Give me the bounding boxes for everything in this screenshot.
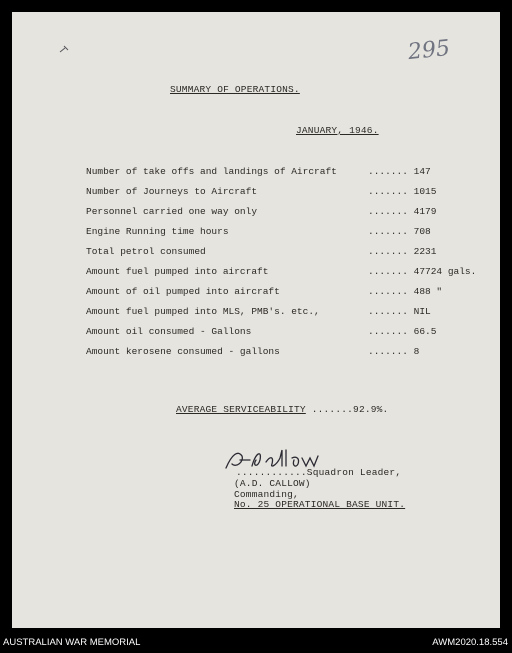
row-value: 2231 [413,246,437,257]
document-title: SUMMARY OF OPERATIONS. [170,84,300,95]
row-label: Amount oil consumed - Gallons [86,326,252,337]
document-date: JANUARY, 1946. [296,125,379,136]
row-label: Amount fuel pumped into aircraft [86,266,269,277]
row-leader: ....... [368,186,408,197]
row-value: NIL [413,306,431,317]
row-label: Amount of oil pumped into aircraft [86,286,280,297]
row-value-line [368,206,436,217]
serviceability-leader: ....... [311,404,354,415]
row-label: Engine Running time hours [86,226,229,237]
row-value: 488 " [413,286,443,297]
row-value: 66.5 [413,326,437,337]
row-leader: ....... [368,266,408,277]
row-value-line [368,246,436,257]
pencil-mark-icon [58,44,72,54]
signatory-role: Commanding, [234,489,299,500]
row-value-line [368,286,442,297]
row-value: 8 [413,346,420,357]
serviceability-label: AVERAGE SERVICEABILITY [176,404,306,415]
row-value-line [368,186,436,197]
row-value: 708 [413,226,431,237]
row-leader: ....... [368,166,408,177]
row-value: 1015 [413,186,437,197]
row-value-line [368,226,431,237]
row-value-line [368,326,436,337]
row-label: Amount kerosene consumed - gallons [86,346,280,357]
row-label: Number of take offs and landings of Aircraft [86,166,337,177]
signatory-name: (A.D. CALLOW) [234,478,311,489]
row-label: Personnel carried one way only [86,206,258,217]
unit-name: No. 25 OPERATIONAL BASE UNIT. [234,499,406,510]
footer-left: AUSTRALIAN WAR MEMORIAL [3,637,141,648]
row-label: Amount fuel pumped into MLS, PMB's. etc., [86,306,320,317]
row-label: Number of Journeys to Aircraft [86,186,258,197]
row-value: 147 [413,166,431,177]
page-number: 295 [406,35,452,66]
row-value: 47724 gals. [413,266,477,277]
row-value-line [368,266,476,277]
row-value: 4179 [413,206,437,217]
row-leader: ....... [368,346,408,357]
row-value-line [368,306,431,317]
row-label: Total petrol consumed [86,246,206,257]
row-leader: ....... [368,306,408,317]
serviceability-line [176,404,388,415]
row-value-line [368,346,419,357]
row-value-line [368,166,431,177]
row-leader: ....... [368,286,408,297]
row-leader: ....... [368,326,408,337]
signature-line: ............Squadron Leader, [236,467,402,478]
serviceability-value: 92.9%. [353,404,389,415]
document-page [12,12,500,628]
row-leader: ....... [368,246,408,257]
row-leader: ....... [368,226,408,237]
footer-right: AWM2020.18.554 [432,637,508,648]
row-leader: ....... [368,206,408,217]
